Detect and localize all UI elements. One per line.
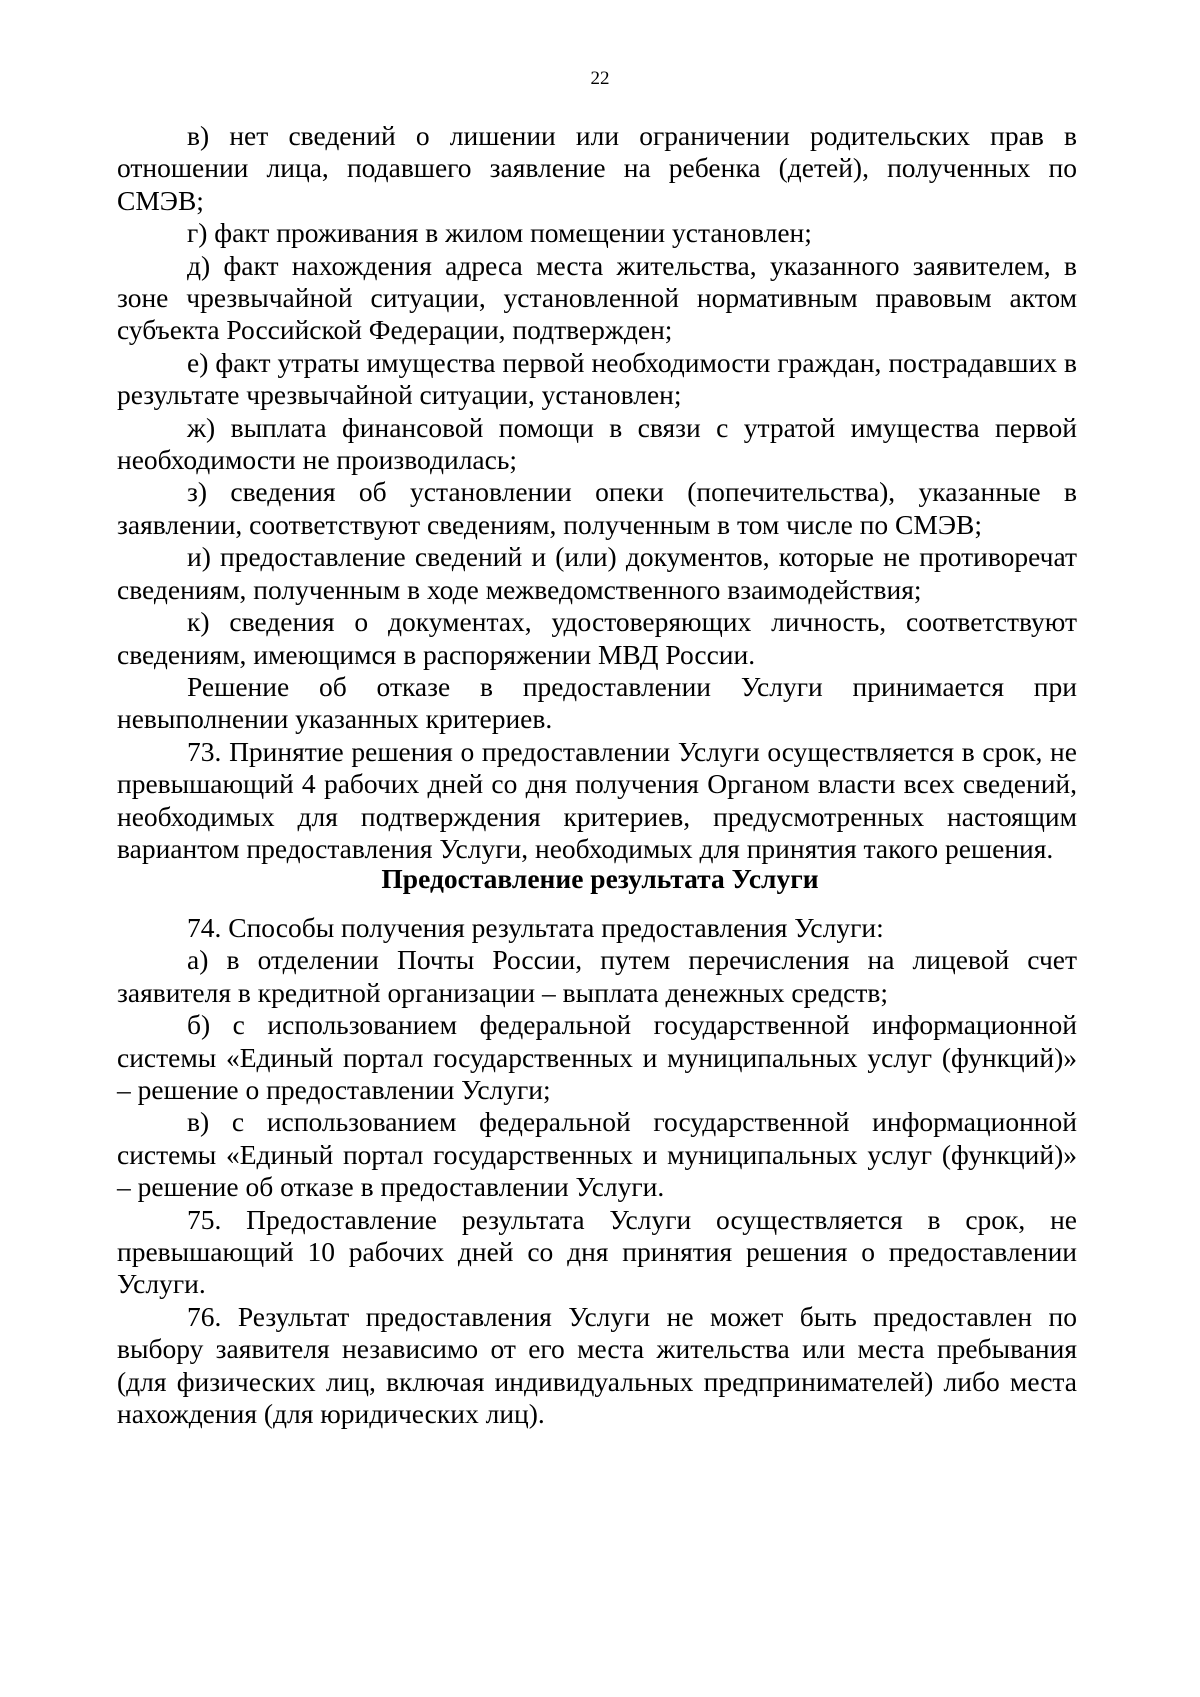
paragraph-75: 75. Предоставление результата Услуги осуществляется в срок, не превышающий 10 рабочих дней со дня принятия решения о предоставлении Услуги. — [117, 1203, 1077, 1300]
paragraph-criterion-g: г) факт проживания в жилом помещении установлен; — [187, 217, 812, 249]
page-number: 22 — [590, 68, 610, 89]
paragraph-criterion-k: к) сведения о документах, удостоверяющих личность, соответствуют сведениям, имеющимся в распоряжении МВД России. — [117, 606, 1077, 670]
paragraph-74: 74. Способы получения результата предоставления Услуги: — [187, 912, 884, 943]
text-block-result — [117, 912, 1077, 1431]
paragraph-74-v: в) с использованием федеральной государственной информационной системы «Единый портал государственных и муниципальных услуг (функций)» – решение об отказе в предоставлении Услуги. — [117, 1106, 1077, 1203]
paragraph-76: 76. Результат предоставления Услуги не может быть предоставлен по выбору заявителя независимо от его места жительства или места пребывания (для физических лиц, включая индивидуальных предпринимателей) либо места нахождения (для юридических лиц). — [117, 1300, 1077, 1430]
paragraph-74-b: б) с использованием федеральной государственной информационной системы «Единый портал государственных и муниципальных услуг (функций)» – решение о предоставлении Услуги; — [117, 1009, 1077, 1106]
paragraph-criterion-z: з) сведения об установлении опеки (попечительства), указанные в заявлении, соответствуют сведениям, полученным в том числе по СМЭВ; — [117, 476, 1077, 540]
paragraph-criterion-v: в) нет сведений о лишении или ограничении родительских прав в отношении лица, подавшего заявление на ребенка (детей), полученных по СМЭВ; — [117, 120, 1077, 216]
text-block-criteria — [117, 120, 1077, 865]
paragraph-criterion-d: д) факт нахождения адреса места жительства, указанного заявителем, в зоне чрезвычайной ситуации, установленной нормативным правовым актом субъекта Российской Федерации, подтвержден; — [117, 249, 1077, 346]
paragraph-criterion-i: и) предоставление сведений и (или) документов, которые не противоречат сведениям, полученным в ходе межведомственного взаимодействия; — [117, 541, 1077, 605]
section-heading: Предоставление результата Услуги — [381, 863, 819, 894]
paragraph-73: 73. Принятие решения о предоставлении Услуги осуществляется в срок, не превышающий 4 рабочих дней со дня получения Органом власти всех сведений, необходимых для подтверждения критериев, предусмотренных настоящим вариантом предоставления Услуги, необходимых для принятия такого решения. — [117, 735, 1077, 864]
paragraph-criterion-e: е) факт утраты имущества первой необходимости граждан, пострадавших в результате чрезвычайной ситуации, установлен; — [117, 346, 1077, 411]
paragraph-criterion-zh: ж) выплата финансовой помощи в связи с утратой имущества первой необходимости не производилась; — [117, 411, 1077, 476]
paragraph-refusal-decision: Решение об отказе в предоставлении Услуги принимается при невыполнении указанных критериев. — [117, 670, 1077, 735]
paragraph-74-a: а) в отделении Почты России, путем перечисления на лицевой счет заявителя в кредитной организации – выплата денежных средств; — [117, 944, 1077, 1008]
